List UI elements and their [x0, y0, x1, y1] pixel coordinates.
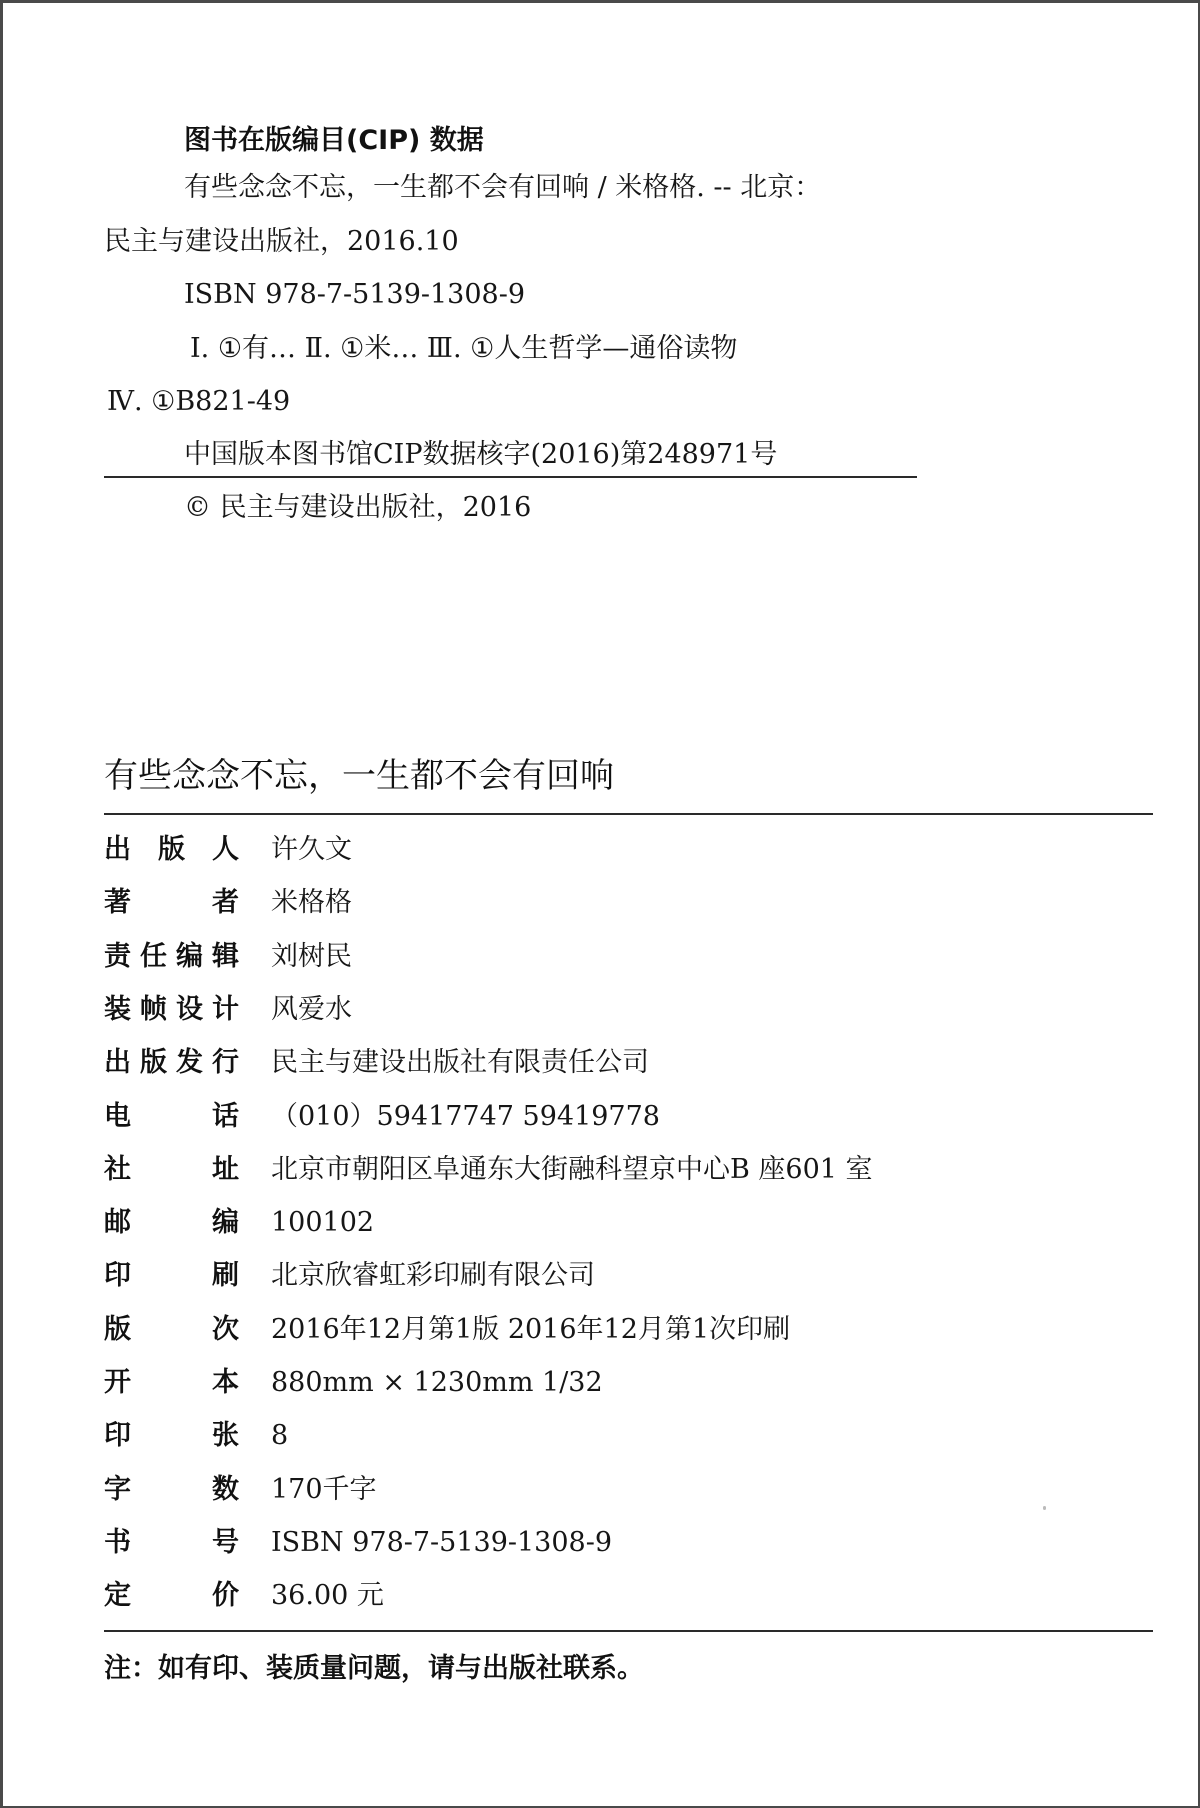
- detail-label-char: 出: [104, 834, 131, 865]
- detail-label: [104, 1312, 239, 1348]
- detail-value: ISBN 978-7-5139-1308-9: [271, 1526, 613, 1558]
- detail-label-char: 版: [140, 1047, 167, 1079]
- detail-label-char: 字: [104, 1473, 131, 1505]
- detail-label-char: 装: [104, 993, 131, 1025]
- title-divider: [104, 813, 1153, 815]
- detail-label-char: 人: [212, 834, 239, 865]
- detail-label-char: 址: [212, 1153, 239, 1185]
- detail-label-char: 计: [212, 993, 239, 1025]
- detail-label-char: 数: [212, 1473, 239, 1505]
- detail-value: 许久文: [271, 834, 352, 865]
- detail-label: [104, 885, 239, 921]
- detail-label-char: 书: [104, 1526, 131, 1558]
- detail-label: [104, 1472, 239, 1508]
- detail-label-char: 编: [212, 1207, 239, 1239]
- cip-line-classification: Ⅰ. ①有… Ⅱ. ①米… Ⅲ. ①人生哲学—通俗读物: [190, 333, 738, 364]
- detail-value: 刘树民: [271, 940, 352, 972]
- detail-value: 8: [271, 1420, 289, 1452]
- cip-line-record-number: 中国版本图书馆CIP数据核字(2016)第248971号: [184, 439, 778, 470]
- detail-label-char: 帧: [140, 993, 167, 1025]
- detail-value: 米格格: [271, 887, 352, 919]
- detail-label-char: 辑: [212, 940, 239, 972]
- detail-value: 100102: [271, 1207, 375, 1239]
- cip-line-publisher: 民主与建设出版社，2016.10: [104, 226, 459, 257]
- cip-divider: [104, 476, 917, 478]
- scan-speck: [1043, 1506, 1046, 1510]
- detail-label: [104, 1418, 239, 1454]
- detail-label: [104, 1525, 239, 1561]
- detail-label-char: 价: [212, 1580, 239, 1612]
- detail-value: 北京欣睿虹彩印刷有限公司: [271, 1260, 595, 1292]
- detail-label-char: 发: [176, 1047, 203, 1079]
- detail-label-char: 出: [104, 1047, 131, 1079]
- detail-label-char: 刷: [212, 1260, 239, 1292]
- detail-label: [104, 1365, 239, 1401]
- detail-label-char: 号: [212, 1526, 239, 1558]
- book-title: 有些念念不忘，一生都不会有回响: [104, 756, 614, 796]
- detail-value: 风爱水: [271, 993, 352, 1025]
- detail-label-char: 编: [176, 940, 203, 972]
- quality-note: 注：如有印、装质量问题，请与出版社联系。: [104, 1653, 644, 1684]
- cip-line-class-number: Ⅳ. ①B821-49: [107, 386, 291, 417]
- detail-label-char: 本: [212, 1367, 239, 1398]
- detail-label-char: 定: [104, 1580, 131, 1612]
- footer-divider: [104, 1630, 1153, 1632]
- detail-value: 36.00 元: [271, 1580, 384, 1612]
- detail-label: [104, 1258, 239, 1294]
- detail-label-char: 社: [104, 1153, 131, 1185]
- copyright-line: © 民主与建设出版社，2016: [184, 492, 532, 523]
- detail-value: 民主与建设出版社有限责任公司: [271, 1047, 649, 1079]
- detail-label-char: 印: [104, 1420, 131, 1452]
- cip-line-title: 有些念念不忘，一生都不会有回响 / 米格格. -- 北京：: [184, 172, 822, 203]
- detail-value: （010）59417747 59419778: [271, 1100, 660, 1132]
- detail-label: [104, 1205, 239, 1241]
- detail-label: [104, 1045, 239, 1081]
- detail-label: [104, 832, 239, 868]
- detail-label-char: 版: [158, 834, 185, 865]
- detail-label-char: 张: [212, 1420, 239, 1452]
- detail-label: [104, 1152, 239, 1188]
- detail-label-char: 者: [212, 887, 239, 919]
- detail-label-char: 话: [212, 1100, 239, 1132]
- detail-value: 880mm × 1230mm 1/32: [271, 1367, 603, 1398]
- cip-heading: 图书在版编目(CIP) 数据: [184, 125, 484, 156]
- detail-label-char: 设: [176, 993, 203, 1025]
- detail-label: [104, 939, 239, 975]
- detail-label-char: 行: [212, 1047, 239, 1079]
- detail-value: 北京市朝阳区阜通东大街融科望京中心B 座601 室: [271, 1153, 873, 1185]
- detail-label-char: 邮: [104, 1207, 131, 1239]
- detail-label-char: 开: [104, 1367, 131, 1398]
- detail-label: [104, 992, 239, 1028]
- detail-label-char: 著: [104, 887, 131, 919]
- detail-label-char: 电: [104, 1100, 131, 1132]
- detail-label-char: 版: [104, 1313, 131, 1345]
- detail-label-char: 次: [212, 1313, 239, 1345]
- cip-line-isbn: ISBN 978-7-5139-1308-9: [184, 279, 526, 310]
- detail-label-char: 印: [104, 1260, 131, 1292]
- detail-value: 170千字: [271, 1473, 377, 1505]
- detail-label: [104, 1578, 239, 1614]
- detail-value: 2016年12月第1版 2016年12月第1次印刷: [271, 1313, 791, 1345]
- detail-label-char: 任: [140, 940, 167, 972]
- detail-label: [104, 1099, 239, 1135]
- detail-label-char: 责: [104, 940, 131, 972]
